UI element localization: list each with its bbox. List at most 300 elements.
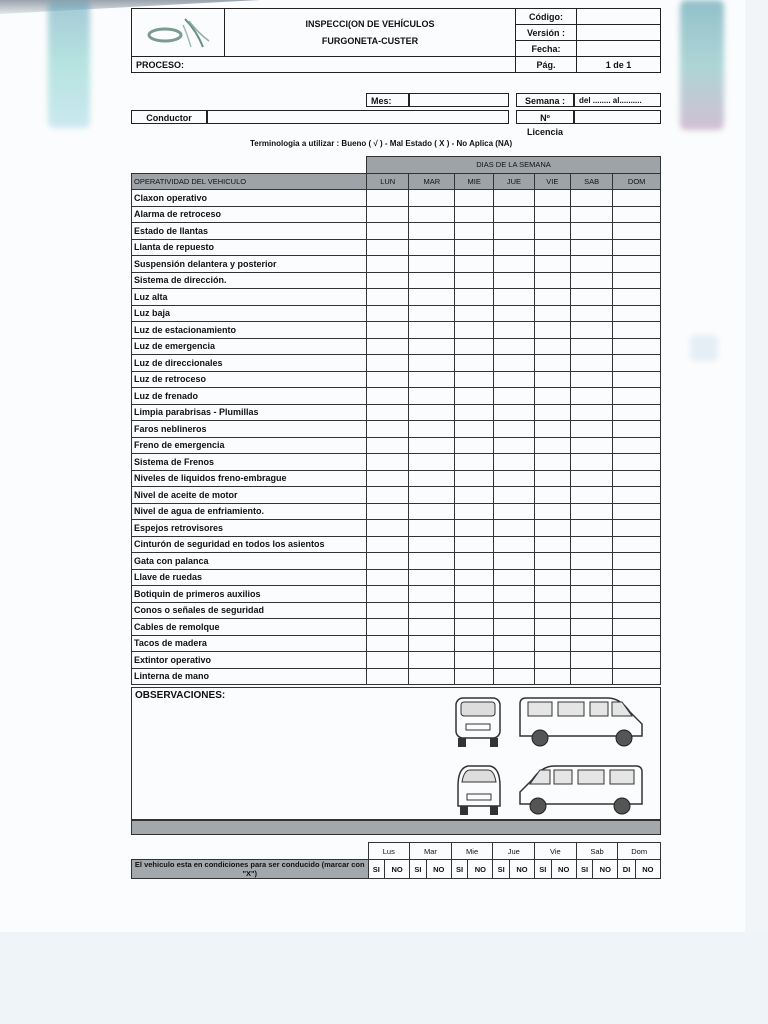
check-cell-sab[interactable] [570, 503, 612, 520]
item-label: Faros neblineros [132, 421, 367, 438]
check-cell-jue[interactable] [494, 190, 535, 207]
item-label: Suspensión delantera y posterior [132, 256, 367, 273]
check-cell-mie[interactable] [455, 355, 494, 372]
item-label: Llanta de repuesto [132, 239, 367, 256]
check-cell-dom[interactable] [613, 635, 661, 652]
check-cell-jue[interactable] [494, 404, 535, 421]
condition-answer-cell[interactable]: SI [410, 860, 427, 879]
item-label: Conos o señales de seguridad [132, 602, 367, 619]
check-cell-jue[interactable] [494, 454, 535, 471]
check-cell-dom[interactable] [613, 305, 661, 322]
days-header: DIAS DE LA SEMANA [367, 157, 661, 174]
check-cell-vie[interactable] [534, 454, 570, 471]
check-cell-sab[interactable] [570, 536, 612, 553]
condition-answer-cell[interactable]: NO [426, 860, 451, 879]
condition-answer-cell[interactable]: SI [576, 860, 593, 879]
check-cell-mie[interactable] [455, 206, 494, 223]
check-cell-mar[interactable] [409, 272, 455, 289]
check-cell-mar[interactable] [409, 470, 455, 487]
check-cell-vie[interactable] [534, 586, 570, 603]
check-cell-lun[interactable] [367, 355, 409, 372]
condition-day-6: Dom [618, 843, 661, 860]
check-cell-mie[interactable] [455, 322, 494, 339]
check-cell-jue[interactable] [494, 223, 535, 240]
check-cell-dom[interactable] [613, 421, 661, 438]
check-cell-vie[interactable] [534, 206, 570, 223]
check-cell-mie[interactable] [455, 487, 494, 504]
check-cell-vie[interactable] [534, 536, 570, 553]
check-cell-mie[interactable] [455, 652, 494, 669]
van-side-left-icon [514, 760, 646, 818]
check-cell-mie[interactable] [455, 305, 494, 322]
fecha-value[interactable] [577, 41, 661, 57]
check-cell-sab[interactable] [570, 404, 612, 421]
condition-answer-cell[interactable]: SI [451, 860, 468, 879]
semana-value[interactable]: del ........ al.......... [574, 93, 661, 107]
check-cell-mar[interactable] [409, 668, 455, 685]
check-cell-sab[interactable] [570, 206, 612, 223]
check-cell-sab[interactable] [570, 586, 612, 603]
semana-label: Semana : [516, 93, 574, 107]
condition-answer-cell[interactable]: NO [385, 860, 410, 879]
check-cell-lun[interactable] [367, 652, 409, 669]
check-cell-dom[interactable] [613, 602, 661, 619]
check-cell-vie[interactable] [534, 371, 570, 388]
check-cell-jue[interactable] [494, 553, 535, 570]
check-cell-mie[interactable] [455, 223, 494, 240]
item-label: Luz de frenado [132, 388, 367, 405]
check-cell-mar[interactable] [409, 421, 455, 438]
condition-day-5: Sab [576, 843, 618, 860]
item-label: Tacos de madera [132, 635, 367, 652]
observaciones-box[interactable] [131, 687, 661, 820]
check-cell-dom[interactable] [613, 553, 661, 570]
check-cell-sab[interactable] [570, 437, 612, 454]
check-cell-mar[interactable] [409, 437, 455, 454]
check-cell-dom[interactable] [613, 371, 661, 388]
item-label: Luz de estacionamiento [132, 322, 367, 339]
check-cell-lun[interactable] [367, 520, 409, 537]
day-header-mie: MIE [455, 173, 494, 190]
check-cell-sab[interactable] [570, 553, 612, 570]
check-cell-dom[interactable] [613, 569, 661, 586]
check-cell-dom[interactable] [613, 388, 661, 405]
check-cell-sab[interactable] [570, 635, 612, 652]
check-cell-mar[interactable] [409, 256, 455, 273]
condition-day-1: Mar [410, 843, 452, 860]
check-cell-jue[interactable] [494, 305, 535, 322]
check-cell-vie[interactable] [534, 272, 570, 289]
check-cell-sab[interactable] [570, 470, 612, 487]
check-cell-mie[interactable] [455, 569, 494, 586]
check-cell-mie[interactable] [455, 586, 494, 603]
check-cell-jue[interactable] [494, 470, 535, 487]
check-cell-lun[interactable] [367, 371, 409, 388]
check-cell-mar[interactable] [409, 223, 455, 240]
check-cell-mie[interactable] [455, 536, 494, 553]
condition-answer-cell[interactable]: NO [635, 860, 660, 879]
check-cell-mar[interactable] [409, 322, 455, 339]
check-cell-vie[interactable] [534, 338, 570, 355]
table-row [132, 487, 661, 504]
check-cell-vie[interactable] [534, 569, 570, 586]
check-cell-lun[interactable] [367, 536, 409, 553]
check-cell-jue[interactable] [494, 635, 535, 652]
check-cell-dom[interactable] [613, 190, 661, 207]
check-cell-sab[interactable] [570, 619, 612, 636]
check-cell-lun[interactable] [367, 322, 409, 339]
table-row [132, 371, 661, 388]
condition-text: El vehiculo esta en condiciones para ser conducido (marcar con "X") [132, 860, 369, 879]
condition-answer-cell[interactable]: NO [509, 860, 534, 879]
observaciones-label: OBSERVACIONES: [135, 690, 226, 701]
check-cell-jue[interactable] [494, 239, 535, 256]
codigo-value[interactable] [577, 9, 661, 25]
table-row [132, 652, 661, 669]
table-row [132, 520, 661, 537]
check-cell-sab[interactable] [570, 223, 612, 240]
check-cell-jue[interactable] [494, 206, 535, 223]
check-cell-dom[interactable] [613, 437, 661, 454]
table-row [132, 437, 661, 454]
scan-smudge-right [680, 0, 724, 130]
item-label: Extintor operativo [132, 652, 367, 669]
check-cell-mar[interactable] [409, 635, 455, 652]
check-cell-vie[interactable] [534, 256, 570, 273]
check-cell-lun[interactable] [367, 569, 409, 586]
codigo-label: Código: [516, 9, 577, 25]
item-label: Espejos retrovisores [132, 520, 367, 537]
check-cell-sab[interactable] [570, 454, 612, 471]
check-cell-lun[interactable] [367, 338, 409, 355]
condition-answer-cell[interactable]: NO [468, 860, 493, 879]
check-cell-lun[interactable] [367, 239, 409, 256]
check-cell-lun[interactable] [367, 602, 409, 619]
check-cell-dom[interactable] [613, 586, 661, 603]
conductor-value[interactable] [207, 110, 509, 124]
check-cell-vie[interactable] [534, 520, 570, 537]
table-row [132, 503, 661, 520]
check-cell-jue[interactable] [494, 586, 535, 603]
condition-answer-cell[interactable]: SI [535, 860, 552, 879]
check-cell-sab[interactable] [570, 668, 612, 685]
check-cell-sab[interactable] [570, 338, 612, 355]
check-cell-vie[interactable] [534, 289, 570, 306]
check-cell-mar[interactable] [409, 569, 455, 586]
licencia-value[interactable] [574, 110, 661, 124]
check-cell-jue[interactable] [494, 338, 535, 355]
check-cell-vie[interactable] [534, 470, 570, 487]
check-cell-sab[interactable] [570, 305, 612, 322]
table-row [132, 305, 661, 322]
check-cell-lun[interactable] [367, 289, 409, 306]
check-cell-mar[interactable] [409, 520, 455, 537]
check-cell-vie[interactable] [534, 404, 570, 421]
check-cell-mie[interactable] [455, 289, 494, 306]
check-cell-sab[interactable] [570, 520, 612, 537]
item-label: Luz de retroceso [132, 371, 367, 388]
item-label: Botiquin de primeros auxilios [132, 586, 367, 603]
check-cell-jue[interactable] [494, 652, 535, 669]
day-header-lun: LUN [367, 173, 409, 190]
document-title [225, 9, 516, 57]
condition-answer-cell[interactable]: SI [493, 860, 510, 879]
check-cell-mar[interactable] [409, 454, 455, 471]
check-cell-dom[interactable] [613, 404, 661, 421]
pag-value: 1 de 1 [577, 57, 661, 73]
check-cell-mar[interactable] [409, 305, 455, 322]
check-cell-lun[interactable] [367, 487, 409, 504]
check-cell-mie[interactable] [455, 421, 494, 438]
check-cell-mie[interactable] [455, 338, 494, 355]
item-label: Sistema de dirección. [132, 272, 367, 289]
check-cell-mie[interactable] [455, 437, 494, 454]
check-cell-sab[interactable] [570, 388, 612, 405]
item-label: Limpia parabrisas - Plumillas [132, 404, 367, 421]
check-cell-jue[interactable] [494, 487, 535, 504]
check-cell-dom[interactable] [613, 668, 661, 685]
check-cell-lun[interactable] [367, 190, 409, 207]
check-cell-sab[interactable] [570, 421, 612, 438]
check-cell-jue[interactable] [494, 272, 535, 289]
check-cell-lun[interactable] [367, 437, 409, 454]
van-side-right-icon [516, 692, 648, 750]
check-cell-mar[interactable] [409, 190, 455, 207]
check-cell-dom[interactable] [613, 355, 661, 372]
check-cell-jue[interactable] [494, 355, 535, 372]
check-cell-vie[interactable] [534, 421, 570, 438]
check-cell-dom[interactable] [613, 322, 661, 339]
check-cell-dom[interactable] [613, 206, 661, 223]
check-cell-mar[interactable] [409, 652, 455, 669]
check-cell-mar[interactable] [409, 503, 455, 520]
column-header: OPERATIVIDAD DEL VEHICULO [132, 173, 367, 190]
condition-day-0: Lus [368, 843, 410, 860]
mes-value[interactable] [409, 93, 509, 107]
check-cell-dom[interactable] [613, 338, 661, 355]
van-front-icon [452, 762, 506, 818]
check-cell-mie[interactable] [455, 602, 494, 619]
check-cell-jue[interactable] [494, 536, 535, 553]
check-cell-sab[interactable] [570, 355, 612, 372]
check-cell-lun[interactable] [367, 206, 409, 223]
check-cell-mie[interactable] [455, 404, 494, 421]
check-cell-dom[interactable] [613, 536, 661, 553]
background-strip [745, 0, 768, 932]
check-cell-mie[interactable] [455, 256, 494, 273]
item-label: Claxon operativo [132, 190, 367, 207]
header-table [131, 8, 661, 73]
check-cell-dom[interactable] [613, 470, 661, 487]
check-cell-mie[interactable] [455, 388, 494, 405]
check-cell-vie[interactable] [534, 388, 570, 405]
check-cell-dom[interactable] [613, 487, 661, 504]
check-cell-mar[interactable] [409, 404, 455, 421]
item-label: Luz alta [132, 289, 367, 306]
check-cell-lun[interactable] [367, 503, 409, 520]
item-label: Niveles de liquidos freno-embrague [132, 470, 367, 487]
check-cell-mie[interactable] [455, 619, 494, 636]
table-row [132, 206, 661, 223]
check-cell-lun[interactable] [367, 619, 409, 636]
check-cell-mar[interactable] [409, 553, 455, 570]
check-cell-mie[interactable] [455, 470, 494, 487]
check-cell-sab[interactable] [570, 272, 612, 289]
check-cell-sab[interactable] [570, 239, 612, 256]
check-cell-jue[interactable] [494, 520, 535, 537]
check-cell-mar[interactable] [409, 388, 455, 405]
check-cell-mar[interactable] [409, 371, 455, 388]
check-cell-mie[interactable] [455, 635, 494, 652]
check-cell-sab[interactable] [570, 322, 612, 339]
check-cell-jue[interactable] [494, 388, 535, 405]
check-cell-lun[interactable] [367, 454, 409, 471]
check-cell-mar[interactable] [409, 619, 455, 636]
check-cell-dom[interactable] [613, 272, 661, 289]
item-label: Estado de llantas [132, 223, 367, 240]
check-cell-mar[interactable] [409, 239, 455, 256]
check-cell-vie[interactable] [534, 322, 570, 339]
check-cell-vie[interactable] [534, 437, 570, 454]
condition-answer-cell[interactable]: DI [618, 860, 635, 879]
item-label: Luz baja [132, 305, 367, 322]
check-cell-sab[interactable] [570, 190, 612, 207]
check-cell-sab[interactable] [570, 569, 612, 586]
item-label: Linterna de mano [132, 668, 367, 685]
check-cell-mie[interactable] [455, 553, 494, 570]
table-row [132, 635, 661, 652]
check-cell-mar[interactable] [409, 487, 455, 504]
check-cell-jue[interactable] [494, 602, 535, 619]
check-cell-vie[interactable] [534, 239, 570, 256]
check-cell-lun[interactable] [367, 635, 409, 652]
check-cell-sab[interactable] [570, 371, 612, 388]
table-row [132, 256, 661, 273]
check-cell-mie[interactable] [455, 239, 494, 256]
check-cell-lun[interactable] [367, 553, 409, 570]
check-cell-vie[interactable] [534, 487, 570, 504]
check-cell-sab[interactable] [570, 652, 612, 669]
check-cell-dom[interactable] [613, 454, 661, 471]
check-cell-lun[interactable] [367, 272, 409, 289]
check-cell-dom[interactable] [613, 289, 661, 306]
check-cell-vie[interactable] [534, 503, 570, 520]
check-cell-mar[interactable] [409, 602, 455, 619]
check-cell-vie[interactable] [534, 355, 570, 372]
table-row [132, 223, 661, 240]
version-value[interactable] [577, 25, 661, 41]
check-cell-lun[interactable] [367, 388, 409, 405]
check-cell-mar[interactable] [409, 289, 455, 306]
fecha-label: Fecha: [516, 41, 577, 57]
check-cell-lun[interactable] [367, 586, 409, 603]
observaciones-footer-bar [131, 820, 661, 835]
check-cell-mie[interactable] [455, 668, 494, 685]
check-cell-jue[interactable] [494, 256, 535, 273]
check-cell-vie[interactable] [534, 553, 570, 570]
check-cell-vie[interactable] [534, 223, 570, 240]
check-cell-vie[interactable] [534, 635, 570, 652]
condition-answer-cell[interactable]: NO [551, 860, 576, 879]
check-cell-mie[interactable] [455, 454, 494, 471]
check-cell-dom[interactable] [613, 239, 661, 256]
table-row [132, 388, 661, 405]
check-cell-jue[interactable] [494, 619, 535, 636]
check-cell-vie[interactable] [534, 602, 570, 619]
check-cell-jue[interactable] [494, 569, 535, 586]
check-cell-mie[interactable] [455, 520, 494, 537]
check-cell-sab[interactable] [570, 289, 612, 306]
item-label: Cinturón de seguridad en todos los asientos [132, 536, 367, 553]
check-cell-vie[interactable] [534, 668, 570, 685]
check-cell-dom[interactable] [613, 503, 661, 520]
terminology-note: Terminologia a utilizar : Bueno ( √ ) - Mal Estado ( X ) - No Aplica (NA) [250, 139, 513, 148]
title-line-1: INSPECCI(ON DE VEHÍCULOS [305, 18, 435, 29]
check-cell-dom[interactable] [613, 256, 661, 273]
check-cell-mie[interactable] [455, 503, 494, 520]
check-cell-jue[interactable] [494, 437, 535, 454]
check-cell-mar[interactable] [409, 536, 455, 553]
check-cell-dom[interactable] [613, 652, 661, 669]
check-cell-jue[interactable] [494, 322, 535, 339]
check-cell-mie[interactable] [455, 371, 494, 388]
check-cell-jue[interactable] [494, 668, 535, 685]
check-cell-lun[interactable] [367, 256, 409, 273]
check-cell-vie[interactable] [534, 305, 570, 322]
check-cell-mar[interactable] [409, 586, 455, 603]
table-row [132, 289, 661, 306]
check-cell-dom[interactable] [613, 520, 661, 537]
check-cell-jue[interactable] [494, 421, 535, 438]
check-cell-sab[interactable] [570, 487, 612, 504]
check-cell-vie[interactable] [534, 619, 570, 636]
check-cell-vie[interactable] [534, 652, 570, 669]
check-cell-lun[interactable] [367, 223, 409, 240]
table-row [132, 355, 661, 372]
condition-answer-cell[interactable]: NO [593, 860, 618, 879]
check-cell-dom[interactable] [613, 223, 661, 240]
check-cell-lun[interactable] [367, 404, 409, 421]
table-row [132, 272, 661, 289]
check-cell-lun[interactable] [367, 668, 409, 685]
check-cell-vie[interactable] [534, 190, 570, 207]
check-cell-sab[interactable] [570, 602, 612, 619]
check-cell-mie[interactable] [455, 190, 494, 207]
check-cell-sab[interactable] [570, 256, 612, 273]
check-cell-dom[interactable] [613, 619, 661, 636]
pag-label: Pág. [516, 57, 577, 73]
table-row [132, 454, 661, 471]
check-cell-mar[interactable] [409, 355, 455, 372]
check-cell-lun[interactable] [367, 421, 409, 438]
conductor-label: Conductor [131, 110, 207, 124]
check-cell-lun[interactable] [367, 470, 409, 487]
check-cell-jue[interactable] [494, 371, 535, 388]
day-header-mar: MAR [409, 173, 455, 190]
condition-answer-cell[interactable]: SI [368, 860, 385, 879]
table-row [132, 569, 661, 586]
check-cell-mie[interactable] [455, 272, 494, 289]
table-row [132, 619, 661, 636]
check-cell-jue[interactable] [494, 503, 535, 520]
item-label: Freno de emergencia [132, 437, 367, 454]
mes-label: Mes: [366, 93, 409, 107]
scan-smudge-left [48, 0, 90, 128]
check-cell-mar[interactable] [409, 338, 455, 355]
check-cell-mar[interactable] [409, 206, 455, 223]
check-cell-lun[interactable] [367, 305, 409, 322]
check-cell-jue[interactable] [494, 289, 535, 306]
